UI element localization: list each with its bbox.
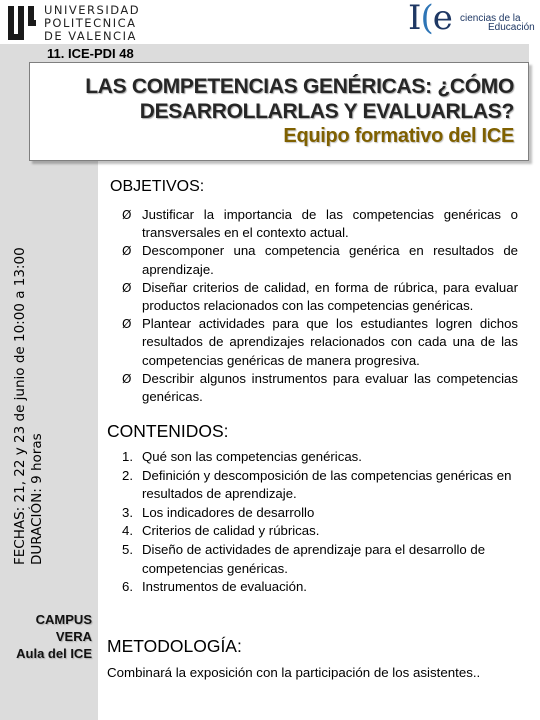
objetivos-list: [122, 206, 518, 406]
objetivo-text: Justificar la importancia de las competencias genéricas o transversales en el contexto actual.: [142, 207, 518, 241]
contenidos-list: [122, 448, 518, 597]
contenidos-heading: CONTENIDOS:: [107, 421, 229, 441]
list-item: [122, 206, 518, 242]
list-item: [122, 504, 518, 523]
title-subtitle: Equipo formativo del ICE: [283, 125, 514, 147]
title-line-1: LAS COMPETENCIAS GENÉRICAS: ¿CÓMO: [85, 75, 514, 98]
contenido-text: Qué son las competencias genéricas.: [142, 449, 362, 464]
list-item: [122, 467, 518, 504]
campus-info: [0, 611, 92, 662]
university-line: POLITECNICA: [44, 16, 137, 30]
ice-logo-line2: Educación: [488, 22, 535, 33]
list-item: [122, 315, 518, 370]
metodologia-heading: METODOLOGÍA:: [107, 636, 242, 656]
item-number: 1.: [122, 449, 133, 464]
arrow-bullet-icon: Ø: [122, 371, 132, 386]
item-number: 4.: [122, 523, 133, 539]
duration-text: DURACIÓN: 9 horas: [29, 433, 45, 565]
contenido-text: Instrumentos de evaluación.: [142, 579, 307, 595]
objetivo-text: Describir algunos instrumentos para evaluar las competencias genéricas.: [142, 370, 518, 405]
arrow-bullet-icon: Ø: [122, 317, 132, 332]
university-name: [44, 4, 140, 43]
contenido-text: Diseño de actividades de aprendizaje para el desarrollo de competencias genéricas.: [142, 541, 486, 576]
arrow-bullet-icon: Ø: [122, 244, 132, 259]
list-item: [122, 279, 518, 315]
campus-line: VERA: [55, 629, 92, 644]
upv-emblem-icon: [6, 4, 38, 42]
university-line: UNIVERSIDAD: [44, 3, 141, 17]
list-item: [122, 578, 518, 597]
list-item: [122, 370, 518, 406]
course-code: 11. ICE-PDI 48: [47, 46, 134, 61]
campus-line: CAMPUS: [35, 612, 92, 627]
ice-mark: I(e: [408, 0, 452, 38]
list-item: [122, 541, 518, 578]
title-box: [29, 62, 529, 161]
objetivo-text: Diseñar criterios de calidad, en forma de rúbrica, para evaluar productos relacionados con las competencias genéricas.: [142, 279, 518, 314]
contenido-text: Los indicadores de desarrollo: [142, 504, 315, 520]
vertical-info: [12, 215, 74, 565]
contenido-text: Criterios de calidad y rúbricas.: [142, 523, 320, 539]
ice-logo: [408, 2, 534, 44]
item-number: 6.: [122, 579, 133, 595]
item-number: 2.: [122, 467, 133, 483]
objetivo-text: Plantear actividades para que los estudiantes logren dichos resultados de aprendizajes relacionados con cada una de las competencias genéricas de manera progresiva.: [142, 316, 518, 368]
university-line: DE VALENCIA: [44, 29, 137, 43]
arrow-bullet-icon: Ø: [122, 208, 132, 222]
item-number: 5.: [122, 541, 133, 557]
ice-logo-line1: ciencias de la: [460, 13, 521, 24]
dates-text: FECHAS: 21, 22 y 23 de junio de 10:00 a 13:00: [12, 247, 28, 565]
item-number: 3.: [122, 504, 133, 520]
contenido-text: Definición y descomposición de las competencias genéricas en resultados de aprendizaje.: [142, 467, 512, 502]
list-item: [122, 242, 518, 278]
title-line-2: DESARROLLARLAS Y EVALUARLAS?: [139, 100, 514, 123]
list-item: [122, 522, 518, 541]
campus-line: Aula del ICE: [16, 646, 92, 661]
list-item: [122, 448, 518, 467]
upv-logo: [6, 4, 141, 44]
objetivo-text: Descomponer una competencia genérica en resultados de aprendizaje.: [142, 243, 518, 277]
metodologia-text: Combinará la exposición con la participación de los asistentes..: [107, 665, 481, 680]
arrow-bullet-icon: Ø: [122, 280, 132, 295]
objetivos-heading: OBJETIVOS:: [110, 178, 205, 195]
